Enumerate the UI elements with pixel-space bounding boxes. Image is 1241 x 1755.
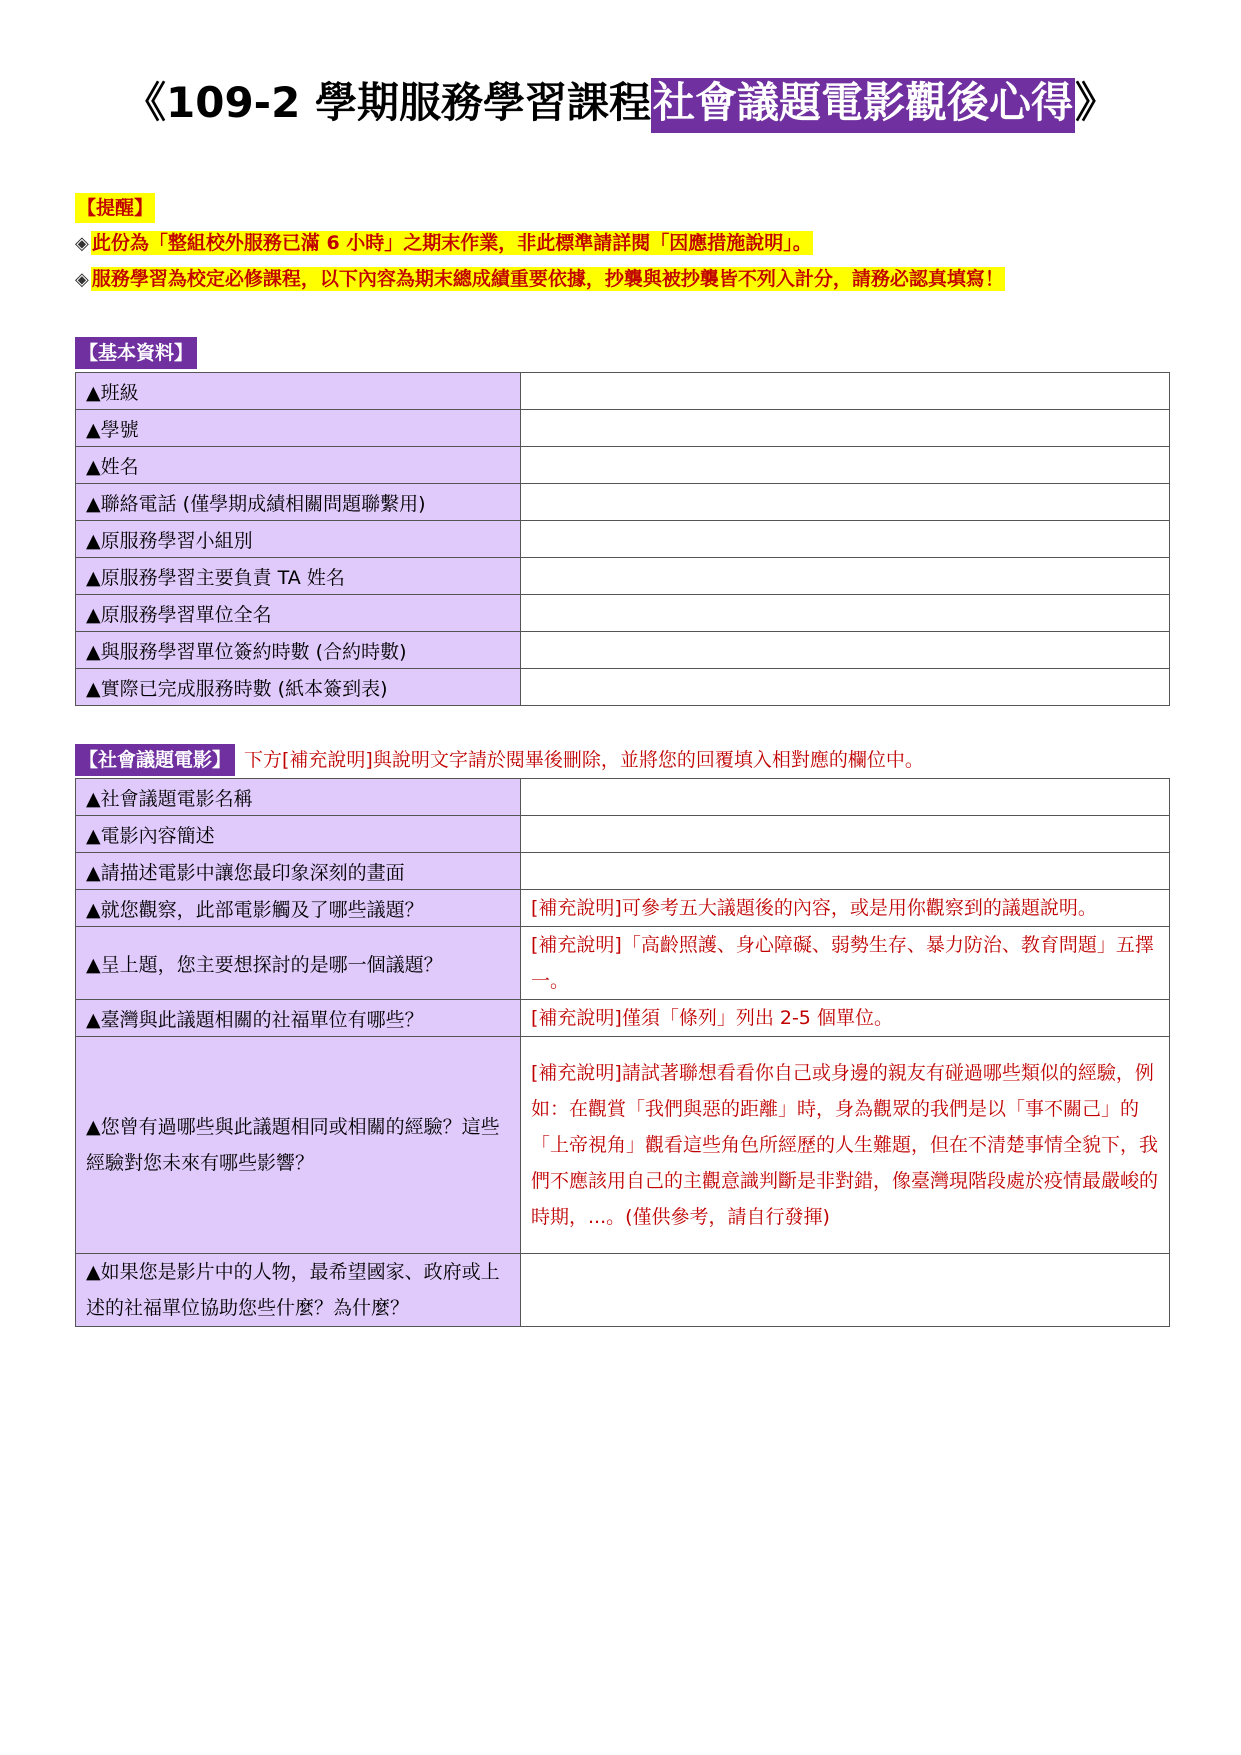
- row-label: ▲班級: [76, 373, 521, 410]
- row-label: ▲實際已完成服務時數 (紙本簽到表): [76, 669, 521, 706]
- title-suffix: 》: [1074, 78, 1117, 127]
- table-row: [76, 447, 1170, 484]
- table-row: [76, 669, 1170, 706]
- table-row: [76, 632, 1170, 669]
- diamond-bullet-icon: ◈: [75, 269, 89, 290]
- row-label: ▲原服務學習主要負責 TA 姓名: [76, 558, 521, 595]
- table-row: [76, 853, 1170, 890]
- row-label: ▲姓名: [76, 447, 521, 484]
- row-label: ▲臺灣與此議題相關的社福單位有哪些？: [76, 1000, 521, 1037]
- row-input[interactable]: [521, 558, 1170, 595]
- row-label: ▲如果您是影片中的人物，最希望國家、政府或上述的社福單位協助您些什麼？為什麼？: [76, 1254, 521, 1327]
- row-label: ▲呈上題，您主要想探討的是哪一個議題？: [76, 927, 521, 1000]
- row-input[interactable]: [521, 853, 1170, 890]
- row-input[interactable]: [521, 816, 1170, 853]
- table-row: [76, 521, 1170, 558]
- supplement-note[interactable]: [補充說明]「高齡照護、身心障礙、弱勢生存、暴力防治、教育問題」五擇一。: [521, 927, 1170, 1000]
- reminder-text: 此份為「整組校外服務已滿 6 小時」之期末作業，非此標準請詳閱「因應措施說明」。: [91, 232, 812, 254]
- page-title: [0, 72, 1241, 134]
- reminder-text: 服務學習為校定必修課程，以下內容為期末總成績重要依據，抄襲與被抄襲皆不列入計分，請務必認真填寫！: [91, 268, 1004, 290]
- row-input[interactable]: [521, 669, 1170, 706]
- table-row: [76, 1037, 1170, 1254]
- row-label: ▲電影內容簡述: [76, 816, 521, 853]
- table-row: [76, 558, 1170, 595]
- table-row: [76, 1254, 1170, 1327]
- row-label: ▲就您觀察，此部電影觸及了哪些議題？: [76, 890, 521, 927]
- table-row: [76, 816, 1170, 853]
- table-row: [76, 410, 1170, 447]
- reminder-item: [75, 265, 1005, 294]
- movie-table: [75, 778, 1170, 1327]
- table-row: [76, 1000, 1170, 1037]
- row-input[interactable]: [521, 521, 1170, 558]
- row-label: ▲原服務學習單位全名: [76, 595, 521, 632]
- row-input[interactable]: [521, 779, 1170, 816]
- row-input[interactable]: [521, 410, 1170, 447]
- row-input[interactable]: [521, 595, 1170, 632]
- row-label: ▲原服務學習小組別: [76, 521, 521, 558]
- row-label: ▲社會議題電影名稱: [76, 779, 521, 816]
- title-prefix: 《109-2 學期服務學習課程: [124, 78, 651, 127]
- basic-info-tag: 【基本資料】: [75, 337, 197, 369]
- row-input[interactable]: [521, 1254, 1170, 1327]
- reminder-item: [75, 229, 813, 258]
- row-label: ▲與服務學習單位簽約時數 (合約時數): [76, 632, 521, 669]
- row-input[interactable]: [521, 373, 1170, 410]
- supplement-note[interactable]: [補充說明]請試著聯想看看你自己或身邊的親友有碰過哪些類似的經驗，例如：在觀賞「我們與惡的距離」時，身為觀眾的我們是以「事不關己」的「上帝視角」觀看這些角色所經歷的人生難題，但在不清楚事情全貌下，我們不應該用自己的主觀意識判斷是非對錯，像臺灣現階段處於疫情最嚴峻的時期，...。(僅供參考，請自行發揮): [521, 1037, 1170, 1254]
- table-row: [76, 890, 1170, 927]
- row-label: ▲您曾有過哪些與此議題相同或相關的經驗？這些經驗對您未來有哪些影響？: [76, 1037, 521, 1254]
- movie-section-note: 下方[補充說明]與說明文字請於閱畢後刪除，並將您的回覆填入相對應的欄位中。: [244, 749, 924, 771]
- table-row: [76, 373, 1170, 410]
- supplement-note[interactable]: [補充說明]僅須「條列」列出 2-5 個單位。: [521, 1000, 1170, 1037]
- table-row: [76, 484, 1170, 521]
- row-input[interactable]: [521, 632, 1170, 669]
- reminder-tag: 【提醒】: [75, 193, 155, 223]
- diamond-bullet-icon: ◈: [75, 233, 89, 254]
- row-input[interactable]: [521, 484, 1170, 521]
- row-label: ▲學號: [76, 410, 521, 447]
- table-row: [76, 927, 1170, 1000]
- basic-info-table: [75, 372, 1170, 706]
- movie-section-tag: 【社會議題電影】: [75, 744, 235, 776]
- table-row: [76, 779, 1170, 816]
- row-label: ▲聯絡電話 (僅學期成績相關問題聯繫用): [76, 484, 521, 521]
- supplement-note[interactable]: [補充說明]可參考五大議題後的內容，或是用你觀察到的議題說明。: [521, 890, 1170, 927]
- table-row: [76, 595, 1170, 632]
- row-input[interactable]: [521, 447, 1170, 484]
- title-highlight: 社會議題電影觀後心得: [651, 78, 1075, 133]
- row-label: ▲請描述電影中讓您最印象深刻的畫面: [76, 853, 521, 890]
